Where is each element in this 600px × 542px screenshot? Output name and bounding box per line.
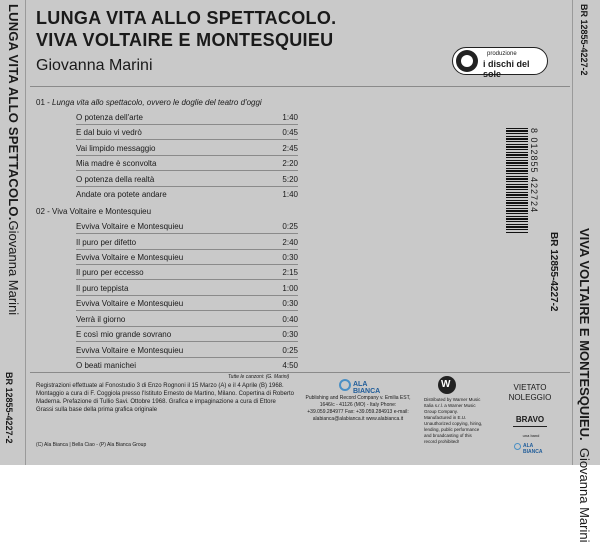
track-time: 0:30 — [282, 299, 298, 308]
album-title-line2: VIVA VOLTAIRE E MONTESQUIEU — [36, 30, 334, 50]
track-divider — [76, 233, 298, 234]
track-name: O potenza della realtà — [76, 175, 155, 184]
track-time: 5:20 — [282, 175, 298, 184]
bravo-records-logo: BRAVO — [513, 415, 547, 427]
track-time: 0:30 — [282, 330, 298, 339]
track-time: 1:40 — [282, 190, 298, 199]
track-name: Il puro teppista — [76, 284, 129, 293]
album-title-line1: LUNGA VITA ALLO SPETTACOLO. — [36, 8, 337, 28]
track-time: 0:30 — [282, 253, 298, 262]
catalog-number: BR 12855-4227-2 — [548, 232, 559, 312]
right-spine-artist: Giovanna Marini — [577, 447, 592, 542]
part1-number: 01 - — [36, 98, 50, 107]
track-time: 1:40 — [282, 113, 298, 122]
track-name: E dal buio vi vedrò — [76, 128, 142, 137]
ala-bianca-logo — [339, 377, 389, 395]
track-divider — [76, 170, 298, 171]
track-name: O potenza dell'arte — [76, 113, 143, 122]
track-name: Vai limpido messaggio — [76, 144, 156, 153]
publisher-info: Publishing and Record Company v. Emilia EST, 1646/c - 41126 (MO) - Italy Phone: +39.059.284977 Fax: +39.059.284913 e-mail: alabianca@alabianca.it www.alabianca.it — [305, 395, 411, 422]
track-name: E così mio grande sovrano — [76, 330, 172, 339]
track-divider — [76, 186, 298, 187]
sun-disc-icon — [456, 50, 478, 72]
track-time: 1:00 — [282, 284, 298, 293]
dischi-del-sole-logo — [452, 47, 548, 79]
track-name: Evviva Voltaire e Montesquieu — [76, 253, 184, 262]
registration-notes: Registrazioni effettuate al Fonostudio 3 di Enzo Rognoni il 15 Marzo (A) e il 4 Aprile (B) 1968. Montaggio a cura di F. Coggiola presso l'Istituto Ernesto de Martino, Milano. Copertina di Roberto Maderna. Prefazione di Tullio Savi. Ottobre 1968. Grafica e impaginazione a cura di Ettore Grassi sulla base della prima grafica originale — [36, 383, 294, 413]
footer-divider — [30, 372, 570, 373]
track-divider — [76, 249, 298, 250]
ala-bianca-logo-text: ALA BIANCA — [353, 381, 381, 395]
distribution-info: Distributed by Warner Music Italia s.r.l. a Warner Music Group Company. Manufactured in E.U. Unauthorized copying, hiring, lending, public performance and broadcasting of this record prohibited! — [424, 397, 483, 444]
track-time: 0:45 — [282, 128, 298, 137]
right-spine-catalog: BR 12855-4227-2 — [579, 4, 589, 76]
ala-bianca-small-swirl-icon — [514, 443, 521, 450]
track-name: Andate ora potete andare — [76, 190, 167, 199]
left-spine-artist: Giovanna Marini — [6, 220, 21, 316]
barcode-bars — [506, 128, 528, 234]
track-divider — [76, 279, 298, 280]
ala-bianca-small-logo — [514, 442, 552, 455]
header-divider — [30, 86, 570, 87]
left-spine — [0, 0, 26, 465]
right-spine — [572, 0, 600, 542]
ala-bianca-swirl-icon — [339, 379, 351, 391]
small-label-text: una band — [522, 433, 540, 438]
track-name: Il puro per difetto — [76, 238, 137, 247]
right-spine-text — [577, 228, 592, 542]
copyright-line: (C) Ala Bianca | Bella Ciao - (P) Ala Bianca Group — [36, 442, 147, 448]
warner-logo-icon — [438, 376, 456, 394]
track-divider — [76, 341, 298, 342]
barcode — [506, 128, 540, 234]
track-time: 0:25 — [282, 346, 298, 355]
track-name: Evviva Voltaire e Montesquieu — [76, 346, 184, 355]
track-name: Il puro per eccesso — [76, 268, 144, 277]
track-divider — [76, 326, 298, 327]
barcode-number: 8 012855 422724 — [529, 128, 539, 214]
track-name: Evviva Voltaire e Montesquieu — [76, 299, 184, 308]
left-spine-title: LUNGA VITA ALLO SPETTACOLO. — [6, 4, 21, 221]
vietato-noleggio: VIETATO NOLEGGIO — [508, 383, 552, 402]
track-time: 2:40 — [282, 238, 298, 247]
track-time: 2:20 — [282, 159, 298, 168]
track-divider — [76, 295, 298, 296]
label-prefix: produzione — [487, 51, 517, 57]
part2-heading — [36, 207, 151, 216]
left-spine-catalog: BR 12855-4227-2 — [4, 372, 14, 444]
part2-title: Viva Voltaire e Montesquieu — [52, 207, 152, 216]
track-time: 4:50 — [282, 361, 298, 370]
songwriter-credit: Tutte le canzoni: (G. Marini) — [228, 374, 290, 380]
label-name: i dischi del sole — [483, 59, 530, 79]
track-time: 0:25 — [282, 222, 298, 231]
track-divider — [76, 139, 298, 140]
part2-number: 02 - — [36, 207, 50, 216]
track-name: Verrà il giorno — [76, 315, 126, 324]
part1-title: Lunga vita allo spettacolo, ovvero le doglie del teatro d'oggi — [52, 98, 262, 107]
track-name: Evviva Voltaire e Montesquieu — [76, 222, 184, 231]
track-divider — [76, 124, 298, 125]
track-divider — [76, 357, 298, 358]
track-time: 2:45 — [282, 144, 298, 153]
right-spine-title: VIVA VOLTAIRE E MONTESQUIEU. — [577, 228, 592, 441]
ala-bianca-small-text: ALA BIANCA — [523, 443, 543, 455]
track-divider — [76, 264, 298, 265]
track-divider — [76, 155, 298, 156]
artist-name: Giovanna Marini — [36, 57, 153, 74]
track-time: 2:15 — [282, 268, 298, 277]
track-divider — [76, 310, 298, 311]
track-name: Mia madre è sconvolta — [76, 159, 157, 168]
track-name: O beati manichei — [76, 361, 137, 370]
track-time: 0:40 — [282, 315, 298, 324]
part1-heading — [36, 98, 262, 107]
